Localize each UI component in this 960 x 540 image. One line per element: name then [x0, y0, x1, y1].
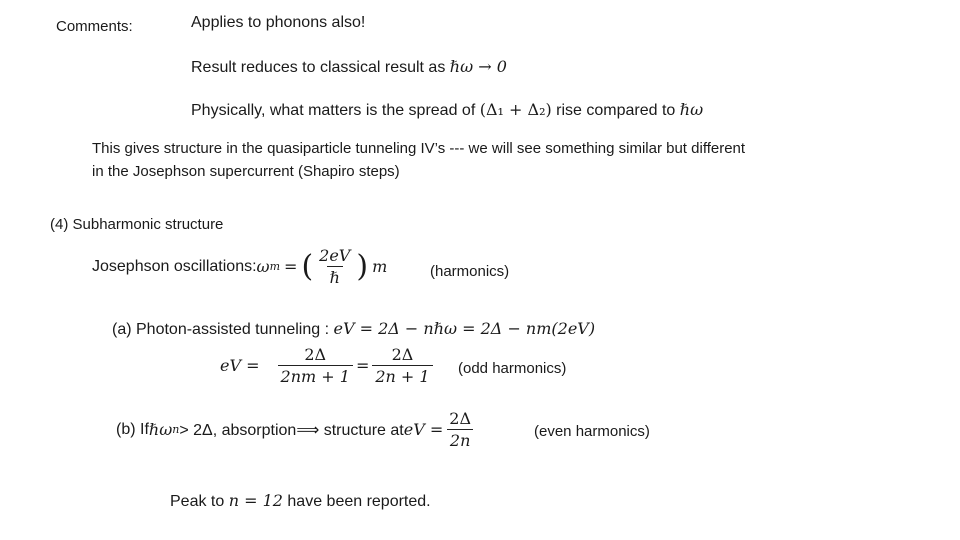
odd-harmonics-note: (odd harmonics): [458, 360, 567, 377]
absorption-equation: [116, 409, 477, 450]
paren-right: ): [356, 248, 369, 284]
ev-fraction-1: [278, 345, 353, 386]
even-harmonics-note: (even harmonics): [534, 423, 650, 440]
absorb-hw: ℏω: [148, 420, 173, 439]
josephson-equals: =: [284, 257, 298, 276]
absorb-label: (b) If: [116, 420, 149, 438]
ev-num-2: 2Δ: [391, 345, 414, 364]
photon-label: (a) Photon-assisted tunneling :: [112, 321, 334, 338]
peak-math: n = 12: [228, 491, 283, 510]
josephson-denominator: ℏ: [327, 266, 343, 287]
josephson-omega-sub: m: [269, 260, 281, 273]
josephson-numerator: 2eV: [319, 246, 351, 265]
josephson-m: m: [372, 257, 388, 276]
ev-equals: =: [355, 356, 370, 375]
comment-spread: [191, 100, 703, 120]
peak-text-b: have been reported.: [282, 493, 431, 510]
josephson-fraction: [316, 246, 353, 287]
peak-text-a: Peak to: [170, 493, 229, 510]
ev-den-2: 2n + 1: [372, 365, 432, 386]
absorb-den: 2n: [447, 429, 473, 450]
ev-fraction-equation: [220, 345, 436, 386]
absorb-fraction: [446, 409, 474, 450]
comments-label: Comments:: [56, 18, 133, 35]
comment-classical-limit: [191, 57, 507, 77]
structure-line-2: in the Josephson supercurrent (Shapiro steps): [92, 163, 400, 180]
ev-num-1: 2Δ: [304, 345, 327, 364]
comment-classical-math: ℏω → 0: [449, 57, 507, 76]
ev-fraction-2: [372, 345, 432, 386]
comment-spread-text-a: Physically, what matters is the spread of: [191, 102, 480, 119]
photon-math: eV = 2Δ − nℏω = 2Δ − nm(2eV): [333, 319, 596, 338]
peak-statement: [170, 491, 431, 511]
comment-spread-text-b: rise compared to: [551, 102, 680, 119]
josephson-equation: [92, 246, 387, 287]
comment-spread-math: (Δ₁ + Δ₂): [479, 100, 552, 119]
ev-lhs: eV =: [220, 356, 260, 375]
comment-classical-text: Result reduces to classical result as: [191, 59, 450, 76]
section-subharmonic-heading: (4) Subharmonic structure: [50, 216, 224, 233]
absorb-num: 2Δ: [449, 409, 471, 428]
absorb-lhs: eV =: [403, 420, 444, 439]
paren-left: (: [301, 248, 314, 284]
structure-line-1: This gives structure in the quasiparticle tunneling IV’s --- we will see something similar but different: [92, 140, 746, 157]
ev-den-1: 2nm + 1: [278, 365, 353, 386]
josephson-omega: ω: [256, 257, 270, 276]
comment-phonons: Applies to phonons also!: [191, 14, 366, 31]
absorb-hw-sub: n: [172, 423, 180, 436]
comment-spread-math-b: ℏω: [679, 100, 704, 119]
absorb-mid: > 2Δ, absorption⟹ structure at: [179, 421, 404, 439]
photon-assisted-equation: [112, 319, 595, 339]
harmonics-note: (harmonics): [430, 263, 510, 280]
josephson-label: Josephson oscillations:: [92, 257, 257, 275]
